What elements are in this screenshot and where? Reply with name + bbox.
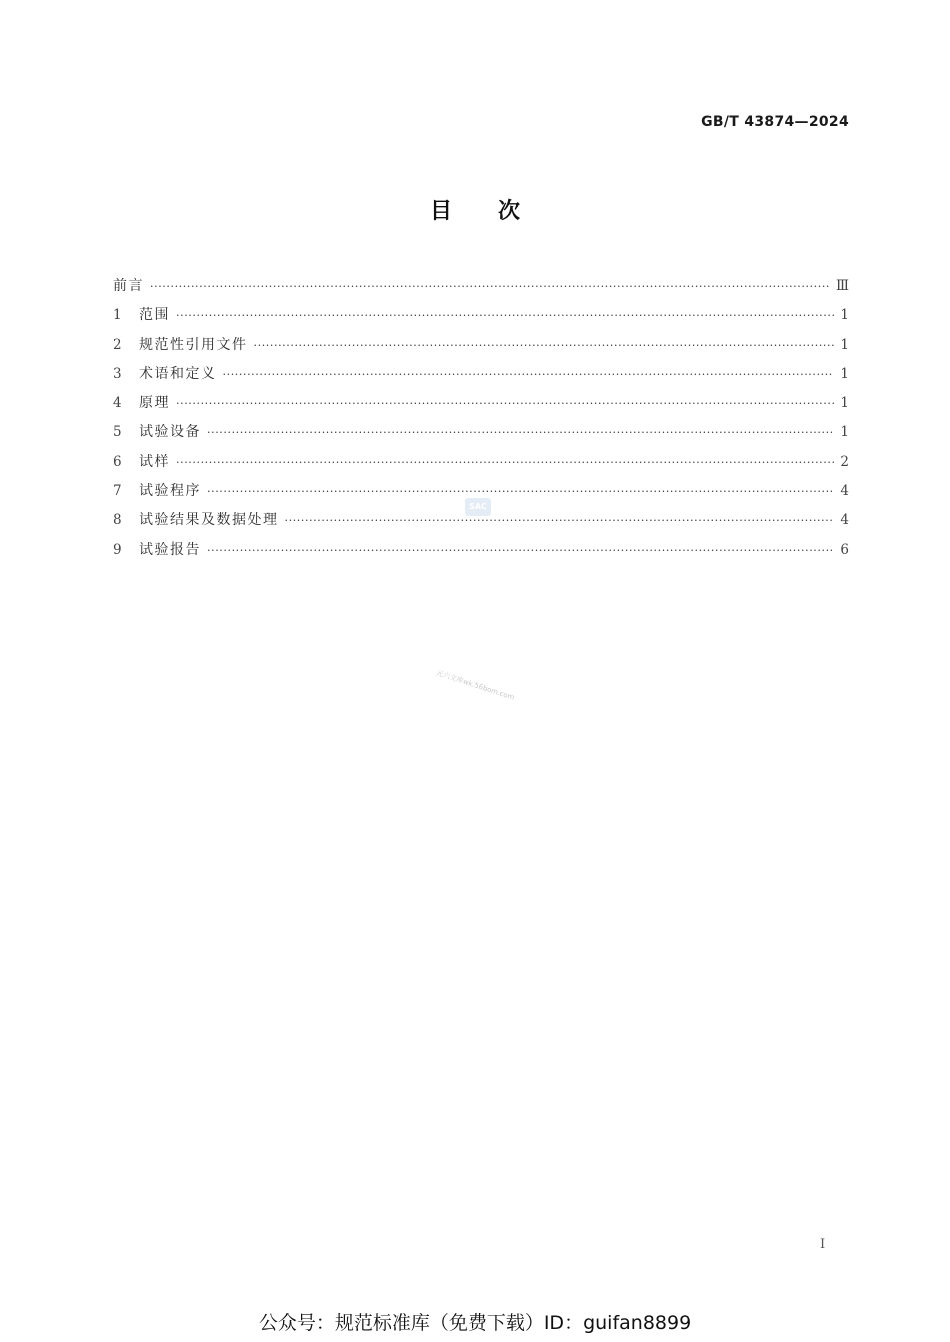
toc-dot-leader <box>176 448 834 477</box>
toc-entry-number: 8 <box>113 512 122 529</box>
toc-dot-leader <box>207 418 834 447</box>
toc-entry-page: 6 <box>840 541 849 558</box>
toc-entry-text: 规范性引用文件 <box>139 336 248 353</box>
toc-entry-page: 1 <box>840 365 849 382</box>
toc-entry-specimen[interactable] <box>113 448 849 477</box>
toc-entry-page: 1 <box>840 395 849 412</box>
toc-dot-leader <box>285 506 835 535</box>
toc-entry-number: 4 <box>113 395 122 412</box>
toc-entry-page: 1 <box>840 336 849 353</box>
toc-title: 目次 <box>429 199 566 224</box>
toc-entry-number: 3 <box>113 365 122 382</box>
watermark-logo: SAC <box>465 498 491 516</box>
toc-entry-text: 试验结果及数据处理 <box>139 512 279 529</box>
page-number: I <box>820 1237 826 1252</box>
toc-entry-text: 试验报告 <box>139 541 201 558</box>
toc-dot-leader <box>150 272 830 301</box>
toc-entry-text: 试验设备 <box>139 424 201 441</box>
toc-entry-number: 7 <box>113 483 122 500</box>
toc-entry-terms-definitions[interactable] <box>113 360 849 389</box>
toc-entry-page: 1 <box>840 307 849 324</box>
table-of-contents <box>113 272 849 565</box>
toc-dot-leader <box>207 477 834 506</box>
toc-entry-text: 原理 <box>139 395 170 412</box>
toc-entry-text: 试样 <box>139 453 170 470</box>
toc-entry-number: 5 <box>113 424 122 441</box>
toc-entry-test-equipment[interactable] <box>113 418 849 447</box>
standard-code: GB/T 43874—2024 <box>701 114 849 130</box>
toc-entry-number: 2 <box>113 336 122 353</box>
toc-entry-text: 范围 <box>139 307 170 324</box>
toc-dot-leader <box>176 301 834 330</box>
toc-dot-leader <box>223 360 835 389</box>
toc-entry-foreword[interactable] <box>113 272 849 301</box>
watermark-site-text: 元六文库wk.56bom.com <box>435 668 516 702</box>
toc-entry-test-report[interactable] <box>113 536 849 565</box>
toc-entry-page: 1 <box>840 424 849 441</box>
toc-entry-text: 前言 <box>113 278 144 294</box>
footer-note: 公众号：规范标准库（免费下载）ID：guifan8899 <box>258 1312 692 1334</box>
toc-dot-leader <box>254 331 835 360</box>
toc-entry-page: 4 <box>840 512 849 529</box>
toc-dot-leader <box>207 536 834 565</box>
toc-entry-scope[interactable] <box>113 301 849 330</box>
toc-dot-leader <box>176 389 834 418</box>
toc-entry-normative-references[interactable] <box>113 331 849 360</box>
toc-entry-text: 术语和定义 <box>139 365 217 382</box>
toc-entry-page: 2 <box>840 453 849 470</box>
toc-entry-page: Ⅲ <box>835 278 849 294</box>
toc-entry-number: 1 <box>113 307 122 324</box>
toc-entry-principle[interactable] <box>113 389 849 418</box>
toc-entry-text: 试验程序 <box>139 483 201 500</box>
toc-entry-page: 4 <box>840 483 849 500</box>
toc-entry-number: 6 <box>113 453 122 470</box>
toc-entry-number: 9 <box>113 541 122 558</box>
